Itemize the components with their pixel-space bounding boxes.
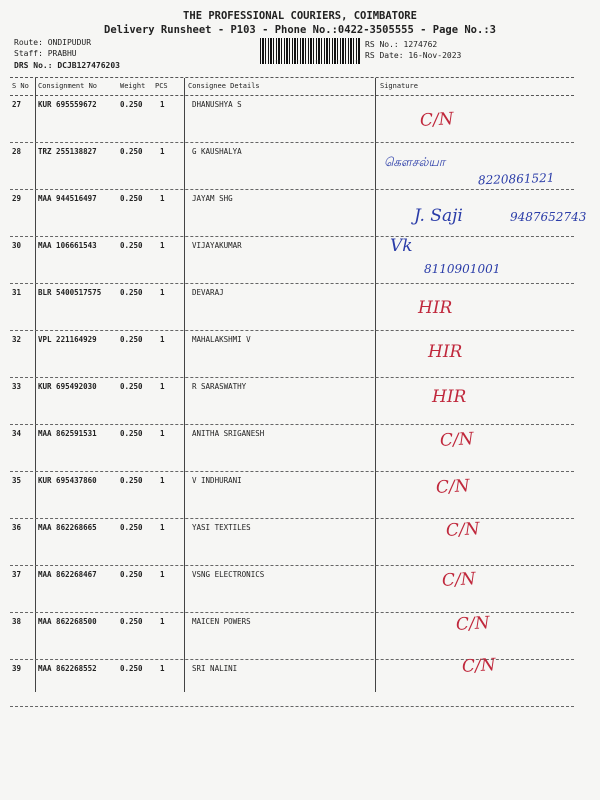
pcs-cell: 1 bbox=[160, 382, 165, 391]
signature-29-name: J. Saji bbox=[414, 206, 463, 226]
sno-cell: 33 bbox=[12, 382, 22, 391]
header-top-rule bbox=[10, 77, 574, 78]
signature-38: C/N bbox=[455, 613, 491, 635]
rs-number: RS No.: 1274762 bbox=[365, 40, 438, 49]
pcs-cell: 1 bbox=[160, 617, 165, 626]
sno-cell: 34 bbox=[12, 429, 22, 438]
signature-30-mark: Vk bbox=[390, 236, 413, 256]
consignment-cell: MAA 862268500 bbox=[38, 617, 97, 626]
route-label: Route: ONDIPUDUR bbox=[14, 38, 92, 47]
pcs-cell: 1 bbox=[160, 476, 165, 485]
table-row bbox=[10, 472, 574, 519]
table-row bbox=[10, 190, 574, 237]
consignee-cell: JAYAM SHG bbox=[192, 194, 233, 203]
signature-29-phone: 9487652743 bbox=[510, 210, 587, 224]
col-header-sno: S No bbox=[12, 82, 29, 90]
weight-cell: 0.250 bbox=[120, 617, 143, 626]
col-header-weight: Weight bbox=[120, 82, 146, 90]
sno-cell: 38 bbox=[12, 617, 22, 626]
signature-27: C/N bbox=[419, 109, 455, 131]
pcs-cell: 1 bbox=[160, 100, 165, 109]
consignment-cell: KUR 695559672 bbox=[38, 100, 97, 109]
runsheet-subtitle: Delivery Runsheet - P103 - Phone No.:0422-3505555 - Page No.:3 bbox=[104, 24, 496, 36]
consignee-cell: SRI NALINI bbox=[192, 664, 238, 673]
signature-28-name: கௌசல்யா bbox=[384, 155, 446, 169]
sno-cell: 30 bbox=[12, 241, 22, 250]
consignment-cell: KUR 695437860 bbox=[38, 476, 97, 485]
consignee-cell: V INDHURANI bbox=[192, 476, 242, 485]
sno-cell: 37 bbox=[12, 570, 22, 579]
table-row bbox=[10, 566, 574, 613]
weight-cell: 0.250 bbox=[120, 429, 143, 438]
signature-39: C/N bbox=[461, 655, 497, 677]
table-row bbox=[10, 237, 574, 284]
pcs-cell: 1 bbox=[160, 194, 165, 203]
signature-37: C/N bbox=[441, 569, 477, 591]
sno-cell: 28 bbox=[12, 147, 22, 156]
signature-31: HIR bbox=[418, 298, 453, 318]
pcs-cell: 1 bbox=[160, 241, 165, 250]
consignee-cell: DHANUSHYA S bbox=[192, 100, 242, 109]
weight-cell: 0.250 bbox=[120, 523, 143, 532]
consignment-cell: KUR 695492030 bbox=[38, 382, 97, 391]
pcs-cell: 1 bbox=[160, 570, 165, 579]
sno-cell: 35 bbox=[12, 476, 22, 485]
signature-33: HIR bbox=[432, 387, 467, 407]
table-row bbox=[10, 284, 574, 331]
sno-cell: 29 bbox=[12, 194, 22, 203]
consignee-cell: R SARASWATHY bbox=[192, 382, 247, 391]
weight-cell: 0.250 bbox=[120, 570, 143, 579]
consignment-cell: TRZ 255138827 bbox=[38, 147, 97, 156]
table-row bbox=[10, 96, 574, 143]
signature-35: C/N bbox=[435, 476, 471, 498]
signature-30-phone: 8110901001 bbox=[424, 262, 501, 276]
table-row bbox=[10, 378, 574, 425]
table-row bbox=[10, 425, 574, 472]
table-row bbox=[10, 331, 574, 378]
sno-cell: 27 bbox=[12, 100, 22, 109]
sno-cell: 36 bbox=[12, 523, 22, 532]
consignee-cell: YASI TEXTILES bbox=[192, 523, 251, 532]
consignee-cell: DEVARAJ bbox=[192, 288, 224, 297]
col-header-consignee: Consignee Details bbox=[188, 82, 260, 90]
company-title: THE PROFESSIONAL COURIERS, COIMBATORE bbox=[183, 10, 417, 22]
sno-cell: 31 bbox=[12, 288, 22, 297]
weight-cell: 0.250 bbox=[120, 194, 143, 203]
pcs-cell: 1 bbox=[160, 664, 165, 673]
consignee-cell: VIJAYAKUMAR bbox=[192, 241, 242, 250]
weight-cell: 0.250 bbox=[120, 476, 143, 485]
weight-cell: 0.250 bbox=[120, 147, 143, 156]
pcs-cell: 1 bbox=[160, 523, 165, 532]
rs-date: RS Date: 16-Nov-2023 bbox=[365, 51, 462, 60]
consignment-cell: MAA 862591531 bbox=[38, 429, 97, 438]
staff-label: Staff: PRABHU bbox=[14, 49, 77, 58]
drs-number: DRS No.: DCJB127476203 bbox=[14, 61, 120, 70]
col-header-signature: Signature bbox=[380, 82, 418, 90]
consignment-cell: MAA 862268665 bbox=[38, 523, 97, 532]
consignee-cell: VSNG ELECTRONICS bbox=[192, 570, 265, 579]
consignment-cell: VPL 221164929 bbox=[38, 335, 97, 344]
pcs-cell: 1 bbox=[160, 429, 165, 438]
consignment-cell: MAA 862268552 bbox=[38, 664, 97, 673]
pcs-cell: 1 bbox=[160, 288, 165, 297]
signature-34: C/N bbox=[439, 429, 475, 451]
consignee-cell: ANITHA SRIGANESH bbox=[192, 429, 265, 438]
consignee-cell: G KAUSHALYA bbox=[192, 147, 242, 156]
sno-cell: 32 bbox=[12, 335, 22, 344]
weight-cell: 0.250 bbox=[120, 335, 143, 344]
signature-28-phone: 8220861521 bbox=[477, 170, 555, 188]
col-header-pcs: PCS bbox=[155, 82, 168, 90]
consignment-cell: MAA 106661543 bbox=[38, 241, 97, 250]
signature-32: HIR bbox=[428, 342, 463, 362]
weight-cell: 0.250 bbox=[120, 288, 143, 297]
weight-cell: 0.250 bbox=[120, 664, 143, 673]
sno-cell: 39 bbox=[12, 664, 22, 673]
weight-cell: 0.250 bbox=[120, 382, 143, 391]
table-row bbox=[10, 519, 574, 566]
weight-cell: 0.250 bbox=[120, 100, 143, 109]
consignment-cell: MAA 944516497 bbox=[38, 194, 97, 203]
barcode bbox=[260, 38, 360, 64]
consignment-cell: MAA 862268467 bbox=[38, 570, 97, 579]
signature-36: C/N bbox=[445, 519, 481, 541]
consignment-cell: BLR 5400517575 bbox=[38, 288, 102, 297]
consignee-cell: MAICEN POWERS bbox=[192, 617, 251, 626]
col-header-consignment: Consignment No bbox=[38, 82, 98, 90]
consignee-cell: MAHALAKSHMI V bbox=[192, 335, 251, 344]
weight-cell: 0.250 bbox=[120, 241, 143, 250]
pcs-cell: 1 bbox=[160, 147, 165, 156]
pcs-cell: 1 bbox=[160, 335, 165, 344]
